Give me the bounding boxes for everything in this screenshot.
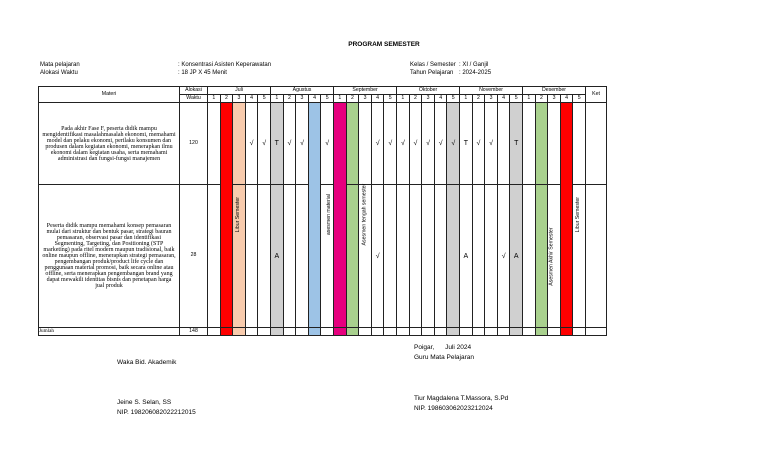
header-month-november: November bbox=[460, 87, 523, 95]
waka-nip: NIP. 198206082022212015 bbox=[117, 409, 196, 416]
materi-cell: Peserta didik mampu memahami konsep pemasaran mulai dari struktur dan bentuk pasar, strategi bauran pemasaran, observasi pasar dan identifikasi Segmenting, Targeting, dan Positioning (STP marketing) pada ritel modern maupun tradisional, baik online maupun offline, menerapkan strategi pemasaran, pengembangan produk/product life cycle dan penggunaan material promosi, baik secara online atau offline, serta menerapkan pengembangan brand yang dapat mewakili identitas bisnis dan penetapan harga jual produk bbox=[39, 185, 180, 328]
header-week: 1 bbox=[208, 95, 221, 103]
week-cell bbox=[523, 328, 536, 336]
week-cell bbox=[422, 328, 435, 336]
week-cell bbox=[220, 328, 233, 336]
week-cell bbox=[472, 328, 485, 336]
header-week: 5 bbox=[321, 95, 334, 103]
week-cell bbox=[535, 185, 548, 328]
week-cell: √ bbox=[245, 103, 258, 185]
week-cell: √ bbox=[397, 103, 410, 185]
week-cell bbox=[535, 328, 548, 336]
header-month-september: September bbox=[334, 87, 397, 95]
week-cell bbox=[472, 185, 485, 328]
week-cell bbox=[245, 185, 258, 328]
week-cell bbox=[485, 328, 498, 336]
header-month-desember: Desember bbox=[523, 87, 586, 95]
header-week: 1 bbox=[460, 95, 473, 103]
week-cell: √ bbox=[422, 103, 435, 185]
header-week: 4 bbox=[560, 95, 573, 103]
table-row bbox=[39, 103, 607, 185]
week-cell bbox=[208, 328, 221, 336]
week-cell: √ bbox=[434, 103, 447, 185]
header-week: 2 bbox=[409, 95, 422, 103]
week-cell bbox=[296, 185, 309, 328]
week-cell bbox=[208, 103, 221, 185]
tahun-value: : 2024-2025 bbox=[459, 70, 492, 76]
week-cell bbox=[283, 185, 296, 328]
week-cell bbox=[258, 185, 271, 328]
header-week: 3 bbox=[296, 95, 309, 103]
header-materi: Materi bbox=[39, 87, 180, 103]
mapel-value: : Konsentrasi Asisten Keperawatan bbox=[178, 62, 272, 68]
week-cell bbox=[535, 103, 548, 185]
week-cell bbox=[434, 328, 447, 336]
header-week: 4 bbox=[245, 95, 258, 103]
week-cell bbox=[497, 103, 510, 185]
week-cell bbox=[384, 185, 397, 328]
week-cell-agu_4 bbox=[308, 103, 332, 328]
header-week: 2 bbox=[535, 95, 548, 103]
week-cell bbox=[447, 328, 460, 336]
header-week: 4 bbox=[434, 95, 447, 103]
week-cell bbox=[334, 328, 347, 336]
header-month-agustus: Agustus bbox=[271, 87, 334, 95]
jumlah-value: 148 bbox=[180, 328, 208, 336]
header-alokasi: Alokasi bbox=[180, 87, 208, 95]
week-cell bbox=[497, 328, 510, 336]
week-cell: √ bbox=[371, 103, 384, 185]
label-des-4: Libur Semester bbox=[574, 197, 581, 233]
week-cell bbox=[397, 185, 410, 328]
header-week: 2 bbox=[346, 95, 359, 103]
guru-nip: NIP. 198603062023212024 bbox=[414, 405, 493, 412]
materi-cell: Pada akhir Fase F, peserta didik mampu mengidentifikasi masalahmasalah ekonomi, memahami model dan pelaku ekonomi, perilaku konsumen dan produsen dalam kegiatan ekonomi, menerapkan ilmu ekonomi dalam kegiatan usaha, serta memahami administrasi dan fungsi-fungsi manajemen bbox=[39, 103, 180, 185]
week-cell: √ bbox=[321, 103, 334, 185]
week-cell bbox=[321, 328, 334, 336]
week-cell: A bbox=[271, 185, 284, 328]
header-week: 2 bbox=[220, 95, 233, 103]
week-cell bbox=[233, 328, 246, 336]
week-cell: A bbox=[510, 185, 523, 328]
week-cell: A bbox=[460, 185, 473, 328]
header-week: 4 bbox=[371, 95, 384, 103]
week-cell bbox=[384, 328, 397, 336]
week-cell bbox=[485, 185, 498, 328]
week-cell bbox=[447, 185, 460, 328]
week-cell bbox=[422, 185, 435, 328]
ket-cell bbox=[586, 185, 607, 328]
label-des-1: Asesmen Akhir Semester bbox=[548, 227, 555, 287]
header-ket: Ket bbox=[586, 87, 607, 103]
label-agu-4: asesmen material bbox=[325, 194, 332, 236]
week-cell bbox=[346, 103, 359, 185]
week-cell bbox=[548, 328, 561, 336]
week-cell bbox=[233, 103, 246, 185]
table-row bbox=[39, 185, 607, 328]
alokasi-label: Alokasi Waktu bbox=[40, 70, 78, 76]
week-cell bbox=[573, 328, 586, 336]
jumlah-label: Jumlah bbox=[39, 328, 180, 336]
week-cell bbox=[371, 328, 384, 336]
kelas-label: Kelas / Semester bbox=[410, 62, 456, 68]
jumlah-row bbox=[39, 328, 607, 336]
week-cell bbox=[245, 328, 258, 336]
week-cell bbox=[208, 185, 221, 328]
header-week: 3 bbox=[233, 95, 246, 103]
week-cell: √ bbox=[497, 185, 510, 328]
program-semester-table bbox=[38, 86, 607, 336]
week-cell bbox=[573, 103, 586, 185]
week-cell bbox=[523, 103, 536, 185]
week-cell: T bbox=[510, 103, 523, 185]
ket-cell bbox=[586, 103, 607, 185]
header-week: 5 bbox=[384, 95, 397, 103]
place-date: Poigar, Juli 2024 bbox=[414, 344, 472, 351]
header-week: 3 bbox=[359, 95, 372, 103]
header-week: 5 bbox=[447, 95, 460, 103]
week-cell bbox=[346, 328, 359, 336]
header-week: 4 bbox=[308, 95, 321, 103]
header-month-oktober: Oktober bbox=[397, 87, 460, 95]
week-cell bbox=[308, 328, 321, 336]
week-cell-sep_1 bbox=[334, 103, 368, 328]
header-week: 5 bbox=[573, 95, 586, 103]
week-cell bbox=[409, 185, 422, 328]
label-sep-1: Asesmen tengah semester bbox=[361, 184, 368, 246]
header-week: 2 bbox=[283, 95, 296, 103]
week-cell bbox=[560, 328, 573, 336]
header-week: 2 bbox=[472, 95, 485, 103]
week-cell bbox=[346, 185, 359, 328]
header-week: 3 bbox=[548, 95, 561, 103]
alokasi-value: : 18 JP X 45 Menit bbox=[178, 70, 227, 76]
header-week: 1 bbox=[271, 95, 284, 103]
week-cell: √ bbox=[258, 103, 271, 185]
label-juli-2: Libur Semester bbox=[234, 197, 241, 233]
ket-cell bbox=[586, 328, 607, 336]
week-cell-des_4 bbox=[560, 103, 581, 328]
header-week: 3 bbox=[485, 95, 498, 103]
guru-title: Guru Mata Pelajaran bbox=[414, 354, 474, 361]
header-week: 1 bbox=[334, 95, 347, 103]
week-cell bbox=[271, 328, 284, 336]
week-cell bbox=[359, 328, 372, 336]
alokasi-cell: 28 bbox=[180, 185, 208, 328]
tahun-label: Tahun Pelajaran bbox=[410, 70, 454, 76]
header-waktu: Waktu bbox=[180, 95, 208, 103]
header-week: 4 bbox=[497, 95, 510, 103]
waka-name: Jeine S. Selan, SS bbox=[117, 399, 172, 406]
guru-name: Tiur Magdalena T.Massora, S.Pd bbox=[414, 395, 509, 402]
kelas-value: : XI / Ganjil bbox=[459, 62, 489, 68]
header-week: 5 bbox=[510, 95, 523, 103]
week-cell: √ bbox=[409, 103, 422, 185]
week-cell bbox=[258, 328, 271, 336]
alokasi-cell: 120 bbox=[180, 103, 208, 185]
week-cell bbox=[523, 185, 555, 328]
waka-title: Waka Bid. Akademik bbox=[117, 359, 177, 366]
header-month-juli: Juli bbox=[208, 87, 271, 95]
week-cell bbox=[510, 328, 523, 336]
week-cell bbox=[409, 328, 422, 336]
week-cell: √ bbox=[384, 103, 397, 185]
week-cell bbox=[296, 328, 309, 336]
page-title: PROGRAM SEMESTER bbox=[348, 41, 420, 48]
week-cell: T bbox=[460, 103, 473, 185]
week-cell bbox=[283, 328, 296, 336]
header-week: 3 bbox=[422, 95, 435, 103]
week-cell: √ bbox=[371, 185, 384, 328]
week-cell: T bbox=[271, 103, 284, 185]
week-cell: √ bbox=[283, 103, 296, 185]
week-cell-juli_2 bbox=[220, 103, 241, 328]
header-week: 1 bbox=[523, 95, 536, 103]
header-row-months bbox=[39, 87, 607, 95]
week-cell: √ bbox=[296, 103, 309, 185]
week-cell bbox=[460, 328, 473, 336]
header-week: 1 bbox=[397, 95, 410, 103]
week-cell: √ bbox=[485, 103, 498, 185]
mapel-label: Mata pelajaran bbox=[40, 62, 80, 68]
week-cell: √ bbox=[472, 103, 485, 185]
header-week: 5 bbox=[258, 95, 271, 103]
week-cell bbox=[434, 185, 447, 328]
week-cell: √ bbox=[447, 103, 460, 185]
week-cell bbox=[359, 103, 372, 185]
week-cell bbox=[397, 328, 410, 336]
week-cell bbox=[548, 103, 561, 185]
